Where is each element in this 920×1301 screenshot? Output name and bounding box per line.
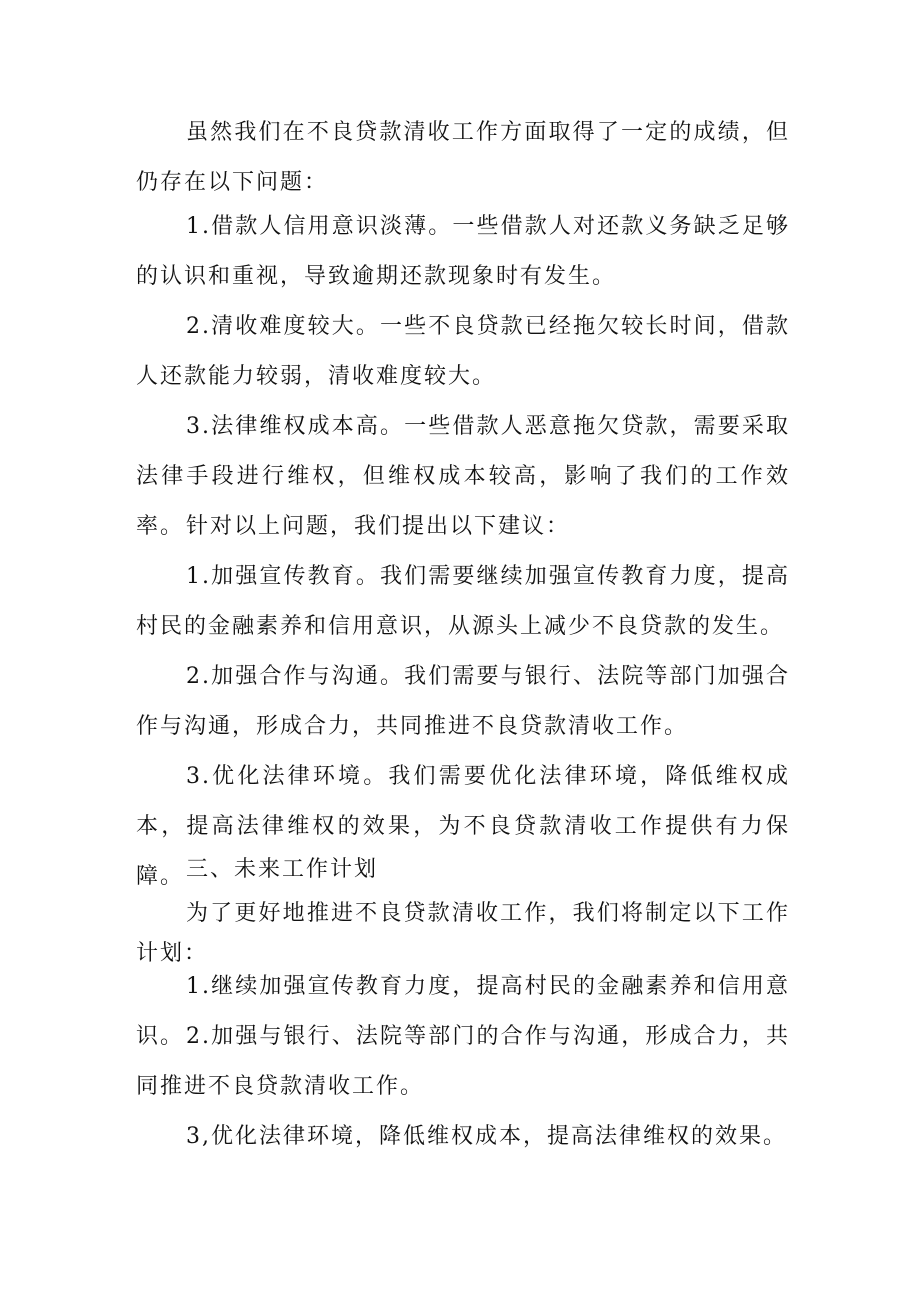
paragraph-problem-2: 2.清收难度较大。一些不良贷款已经拖欠较长时间，借款人还款能力较弱，清收难度较大。 <box>136 314 790 389</box>
paragraph-suggestion-2: 2.加强合作与沟通。我们需要与银行、法院等部门加强合作与沟通，形成合力，共同推进不良贷款清收工作。 <box>136 664 790 739</box>
paragraph-plan-intro: 为了更好地推进不良贷款清收工作，我们将制定以下工作计划： <box>136 901 790 966</box>
paragraph-problem-1: 1.借款人信用意识淡薄。一些借款人对还款义务缺乏足够的认识和重视，导致逾期还款现象时有发生。 <box>136 214 790 289</box>
paragraph-plan-item-1: 1.继续加强宣传教育力度，提高村民的金融素养和信用意识。 <box>136 974 790 1049</box>
paragraph-problem-3: 3.法律维权成本高。一些借款人恶意拖欠贷款，需要采取法律手段进行维权，但维权成本较高，影响了我们的工作效率。 <box>136 414 790 539</box>
paragraph-plan-item-2: 2.加强与银行、法院等部门的合作与沟通，形成合力，共同推进不良贷款清收工作。 <box>136 1024 790 1099</box>
paragraph-plan-item-3: 3,优化法律环境，降低维权成本，提高法律维权的效果。 <box>186 1124 787 1149</box>
paragraph-problems-intro: 虽然我们在不良贷款清收工作方面取得了一定的成绩，但仍存在以下问题： <box>136 120 790 195</box>
paragraph-suggestion-3: 3.优化法律环境。我们需要优化法律环境，降低维权成本，提高法律维权的效果，为不良贷款清收工作提供有力保障。 <box>136 764 790 889</box>
paragraph-suggestions-intro: 针对以上问题，我们提出以下建议： <box>186 514 571 539</box>
section-heading: 三、未来工作计划 <box>186 857 379 882</box>
paragraph-suggestion-1: 1.加强宣传教育。我们需要继续加强宣传教育力度，提高村民的金融素养和信用意识，从源头上减少不良贷款的发生。 <box>136 564 790 639</box>
